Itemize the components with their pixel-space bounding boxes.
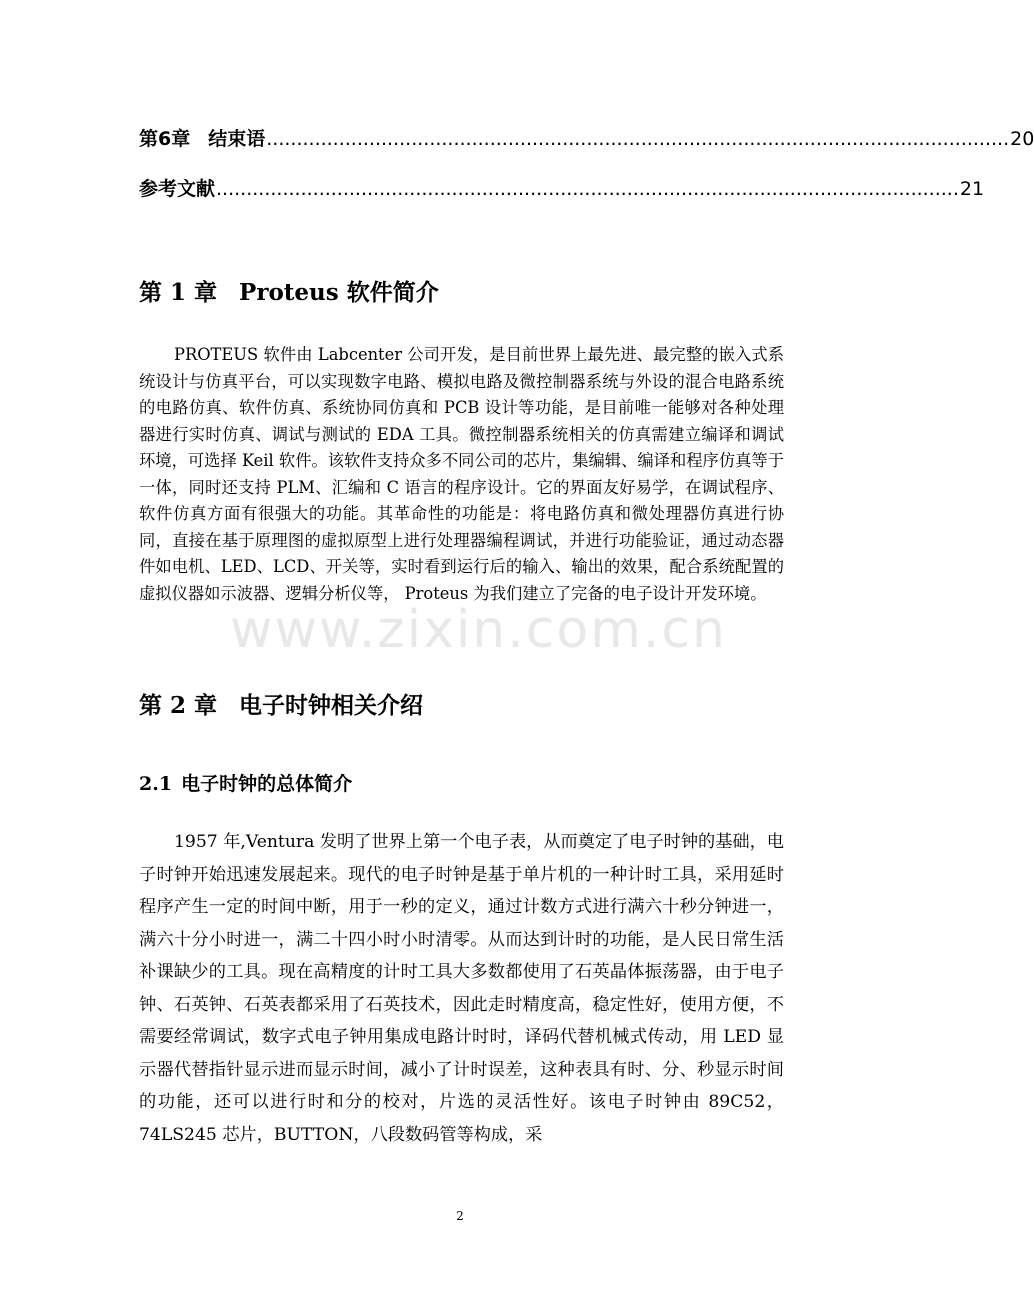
toc-entry-title <box>139 174 215 201</box>
section-2-1-heading <box>139 769 352 796</box>
chapter-1-heading <box>139 274 439 307</box>
chapter-number: 第 2 章 <box>139 692 218 719</box>
toc-leader-dots: ........................................................................................................................... <box>216 178 959 200</box>
chapter-title: Proteus 软件简介 <box>239 279 439 306</box>
chapter-2-heading <box>139 687 423 720</box>
toc-entry[interactable] <box>139 124 1034 151</box>
page-number: 2 <box>456 1209 464 1223</box>
toc-chapter-label: 第6章 <box>139 128 191 150</box>
section-2-1-paragraph: 1957 年,Ventura 发明了世界上第一个电子表，从而奠定了电子时钟的基础，电子时钟开始迅速发展起来。现代的电子时钟是基于单片机的一种计时工具，采用延时程序产生一定的时间中断，用于一秒的定义，通过计数方式进行满六十秒分钟进一，满六十分小时进一，满二十四小时小时清零。从而达到计时的功能，是人民日常生活补课缺少的工具。现在高精度的计时工具大多数都使用了石英晶体振荡器，由于电子钟、石英钟、石英表都采用了石英技术，因此走时精度高，稳定性好，使用方便，不需要经常调试，数字式电子钟用集成电路计时时，译码代替机械式传动，用 LED 显示器代替指针显示进而显示时间，减小了计时误差，这种表具有时、分、秒显示时间的功能，还可以进行时和分的校对，片选的灵活性好。该电子时钟由 89C52，74LS245 芯片，BUTTON，八段数码管等构成，采 <box>139 832 784 1145</box>
toc-chapter-label: 参考文献 <box>139 178 216 200</box>
section-number: 2.1 <box>139 773 173 795</box>
toc-page-number: 21 <box>959 178 985 200</box>
toc-page-number: 20 <box>1010 128 1034 150</box>
watermark-text: www.zixin.com.cn <box>230 600 727 660</box>
section-title: 电子时钟的总体简介 <box>181 773 353 795</box>
toc-entry-title <box>139 124 265 151</box>
toc-entry[interactable] <box>139 174 985 201</box>
chapter-title: 电子时钟相关介绍 <box>239 692 424 719</box>
chapter-1-paragraph: PROTEUS 软件由 Labcenter 公司开发，是目前世界上最先进、最完整的嵌入式系统设计与仿真平台，可以实现数字电路、模拟电路及微控制器系统与外设的混合电路系统的电路仿真、软件仿真、系统协同仿真和 PCB 设计等功能，是目前唯一能够对各种处理器进行实时仿真、调试与测试的 EDA 工具。微控制器系统相关的仿真需建立编译和调试环境，可选择 Keil 软件。该软件支持众多不同公司的芯片，集编辑、编译和程序仿真等于一体，同时还支持 PLM、汇编和 C 语言的程序设计。它的界面友好易学，在调试程序、软件仿真方面有很强大的功能。其革命性的功能是：将电路仿真和微处理器仿真进行协同，直接在基于原理图的虚拟原型上进行处理器编程调试，并进行功能验证，通过动态器件如电机、LED、LCD、开关等，实时看到运行后的输入、输出的效果，配合系统配置的虚拟仪器如示波器、逻辑分析仪等， Proteus 为我们建立了完备的电子设计开发环境。 <box>139 345 784 603</box>
toc-title-label: 结束语 <box>208 128 266 150</box>
toc-leader-dots: ........................................................................................................................... <box>266 128 1010 150</box>
chapter-number: 第 1 章 <box>139 279 218 306</box>
